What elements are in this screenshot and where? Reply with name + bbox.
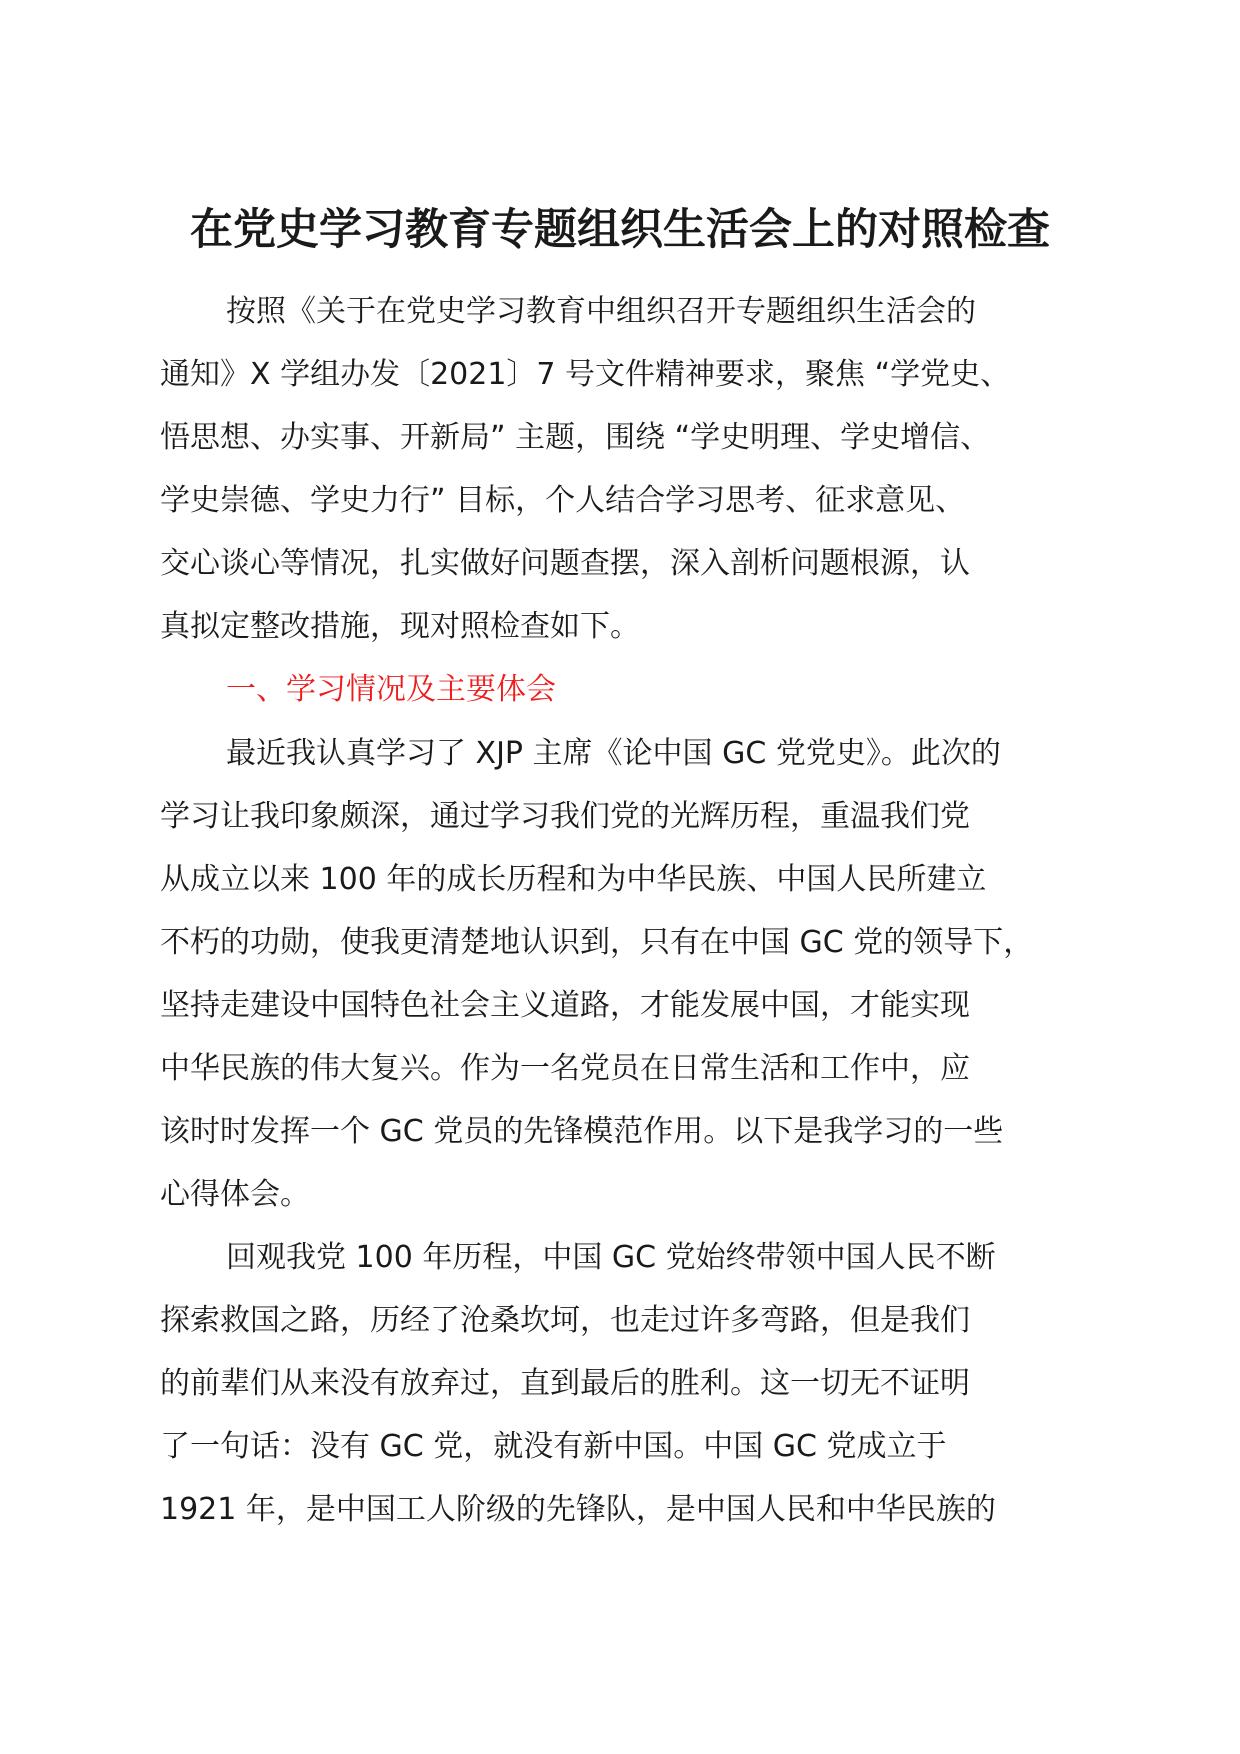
section-heading: 一、学习情况及主要体会 bbox=[226, 672, 556, 707]
paragraph-line: 1921 年，是中国工人阶级的先锋队，是中国人民和中华民族的 bbox=[160, 1492, 996, 1527]
paragraph-line: 探索救国之路，历经了沧桑坎坷，也走过许多弯路，但是我们 bbox=[160, 1303, 970, 1338]
paragraph-line: 从成立以来 100 年的成长历程和为中华民族、中国人民所建立 bbox=[160, 862, 987, 897]
paragraph-line: 的前辈们从来没有放弃过，直到最后的胜利。这一切无不证明 bbox=[160, 1366, 970, 1401]
paragraph-line: 不朽的功勋，使我更清楚地认识到，只有在中国 GC 党的领导下， bbox=[160, 925, 1034, 960]
paragraph-line: 该时时发挥一个 GC 党员的先锋模范作用。以下是我学习的一些 bbox=[160, 1114, 1004, 1149]
paragraph-line: 回观我党 100 年历程，中国 GC 党始终带领中国人民不断 bbox=[226, 1240, 996, 1275]
intro-line: 学史崇德、学史力行” 目标，个人结合学习思考、征求意见、 bbox=[160, 483, 966, 518]
paragraph-line: 最近我认真学习了 XJP 主席《论中国 GC 党党史》。此次的 bbox=[226, 736, 1001, 771]
document-title: 在党史学习教育专题组织生活会上的对照检查 bbox=[190, 205, 1050, 255]
intro-line: 通知》X 学组办发〔2021〕7 号文件精神要求，聚焦 “学党史、 bbox=[160, 357, 1011, 392]
intro-line: 真拟定整改措施，现对照检查如下。 bbox=[160, 609, 640, 644]
intro-line: 交心谈心等情况，扎实做好问题查摆，深入剖析问题根源，认 bbox=[160, 546, 970, 581]
paragraph-line: 中华民族的伟大复兴。作为一名党员在日常生活和工作中，应 bbox=[160, 1051, 970, 1086]
intro-line: 按照《关于在党史学习教育中组织召开专题组织生活会的 bbox=[226, 294, 976, 329]
paragraph-line: 心得体会。 bbox=[160, 1177, 310, 1212]
intro-line: 悟思想、办实事、开新局” 主题，围绕 “学史明理、学史增信、 bbox=[160, 420, 991, 455]
paragraph-line: 坚持走建设中国特色社会主义道路，才能发展中国，才能实现 bbox=[160, 988, 970, 1023]
paragraph-line: 学习让我印象颇深，通过学习我们党的光辉历程，重温我们党 bbox=[160, 799, 970, 834]
paragraph-line: 了一句话：没有 GC 党，就没有新中国。中国 GC 党成立于 bbox=[160, 1429, 947, 1464]
